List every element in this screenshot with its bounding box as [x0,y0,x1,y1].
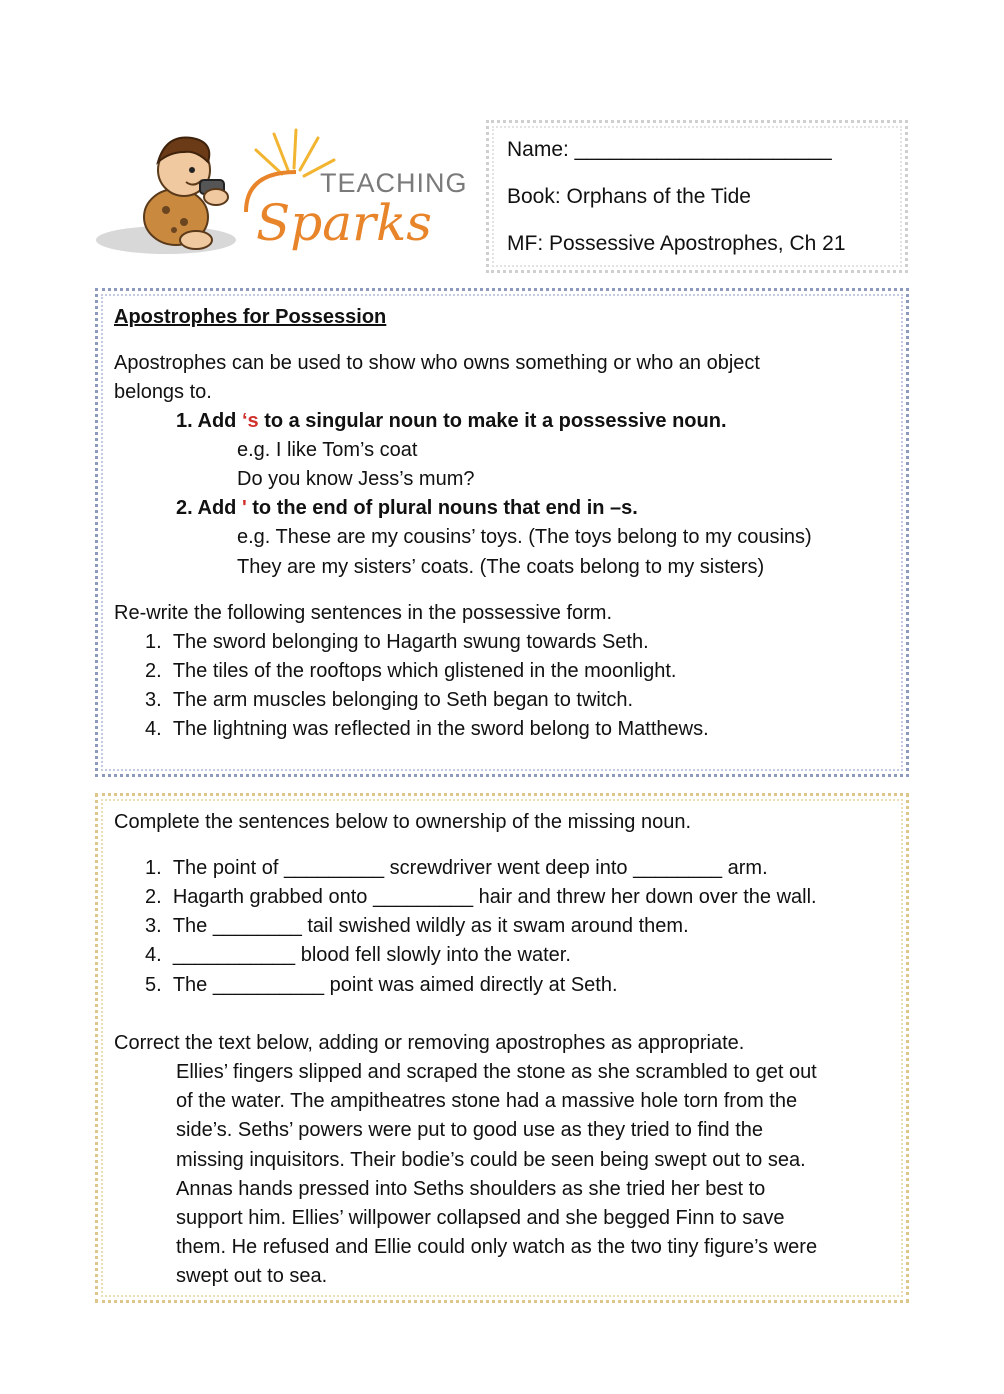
student-info-box [486,120,908,273]
rule-2-example-1: e.g. These are my cousins’ toys. (The toys belong to my cousins) [237,526,812,548]
rewrite-task: Re-write the following sentences in the possessive form. [114,602,613,624]
mf-topic: MF: Possessive Apostrophes, Ch 21 [507,232,846,255]
list-item: 3. The ________ tail swished wildly as it swam around them. [145,915,689,937]
rule-1-example-1: e.g. I like Tom’s coat [237,439,418,461]
passage-line: side’s. Seths’ powers were put to good use as they tried to find the [176,1119,764,1141]
list-item: 2. The tiles of the rooftops which glistened in the moonlight. [145,660,677,682]
passage-line: support him. Ellies’ willpower collapsed and she begged Finn to save [176,1207,785,1229]
section-heading: Apostrophes for Possession [114,306,387,328]
list-item: 2. Hagarth grabbed onto _________ hair and threw her down over the wall. [145,886,817,908]
rule-1-example-2: Do you know Jess’s mum? [237,468,475,490]
list-item: 4. ___________ blood fell slowly into the water. [145,944,571,966]
passage-line: of the water. The ampitheatres stone had a massive hole torn from the [176,1090,798,1112]
list-item: 5. The __________ point was aimed directly at Seth. [145,974,618,996]
passage-line: Annas hands pressed into Seths shoulders as she tried her best to [176,1178,766,1200]
passage-line: Ellies’ fingers slipped and scraped the stone as she scrambled to get out [176,1061,817,1083]
passage-line: swept out to sea. [176,1265,328,1287]
list-item: 4. The lightning was reflected in the sword belong to Matthews. [145,718,709,740]
rule-1: 1. Add ‘s to a singular noun to make it a possessive noun. [176,410,727,432]
book-title: Book: Orphans of the Tide [507,185,751,208]
rule-2: 2. Add ' to the end of plural nouns that end in –s. [176,497,638,519]
svg-text:Sparks: Sparks [256,194,432,252]
complete-task: Complete the sentences below to ownership of the missing noun. [114,811,692,833]
rule-2-example-2: They are my sisters’ coats. (The coats belong to my sisters) [237,556,765,578]
list-item: 1. The point of _________ screwdriver went deep into ________ arm. [145,857,768,879]
teaching-sparks-logo [96,122,471,272]
intro-text: Apostrophes can be used to show who owns something or who an object [114,352,760,374]
name-field[interactable]: Name: ______________________ [507,138,832,161]
passage-line: missing inquisitors. Their bodie’s could be seen being swept out to sea. [176,1149,806,1171]
svg-text:TEACHING: TEACHING [320,168,468,198]
list-item: 1. The sword belonging to Hagarth swung towards Seth. [145,631,649,653]
intro-text-continued: belongs to. [114,381,212,403]
list-item: 3. The arm muscles belonging to Seth began to twitch. [145,689,634,711]
correct-task: Correct the text below, adding or removing apostrophes as appropriate. [114,1032,745,1054]
caveman-mascot-icon [96,122,471,272]
passage-line: them. He refused and Ellie could only watch as the two tiny figure’s were [176,1236,818,1258]
